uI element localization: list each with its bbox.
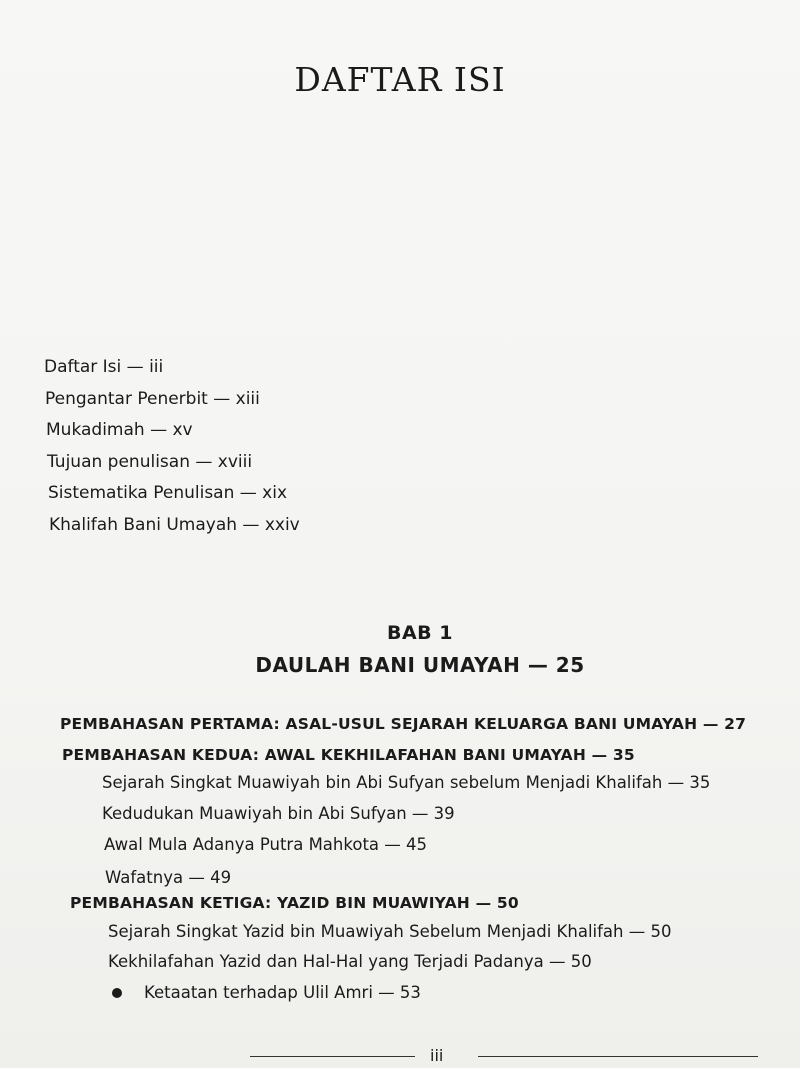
- chapter-title: DAULAH BANI UMAYAH — 25: [255, 653, 585, 677]
- section-heading: PEMBAHASAN PERTAMA: ASAL-USUL SEJARAH KELUARGA BANI UMAYAH — 27: [60, 715, 747, 733]
- toc-entry: Khalifah Bani Umayah — xxiv: [49, 514, 300, 535]
- subsection-entry: Kedudukan Muawiyah bin Abi Sufyan — 39: [102, 804, 455, 823]
- page-number: iii: [430, 1046, 444, 1065]
- chapter-number: BAB 1: [386, 622, 453, 644]
- subsection-entry: Wafatnya — 49: [105, 868, 232, 887]
- toc-entry: Pengantar Penerbit — xiii: [45, 388, 260, 409]
- bullet-entry-label: Ketaatan terhadap Ulil Amri — 53: [144, 983, 421, 1002]
- front-matter-list: [44, 352, 300, 541]
- bullet-icon: [112, 988, 122, 998]
- bullet-entry: [112, 983, 421, 1002]
- section-heading: PEMBAHASAN KETIGA: YAZID BIN MUAWIYAH — 50: [70, 894, 519, 912]
- toc-entry: Sistematika Penulisan — xix: [48, 483, 288, 503]
- page-title: DAFTAR ISI: [294, 60, 506, 99]
- footer-rule-right: [478, 1056, 758, 1057]
- toc-entry: Daftar Isi — iii: [44, 357, 164, 377]
- subsection-entry: Awal Mula Adanya Putra Mahkota — 45: [104, 835, 428, 854]
- footer-rule-left: [250, 1056, 415, 1057]
- subsection-entry: Kekhilafahan Yazid dan Hal-Hal yang Terjadi Padanya — 50: [108, 952, 592, 971]
- toc-entry: Tujuan penulisan — xviii: [47, 451, 253, 472]
- subsection-entry: Sejarah Singkat Yazid bin Muawiyah Sebelum Menjadi Khalifah — 50: [108, 922, 672, 941]
- section-heading: PEMBAHASAN KEDUA: AWAL KEKHILAFAHAN BANI UMAYAH — 35: [62, 746, 635, 764]
- subsection-entry: Sejarah Singkat Muawiyah bin Abi Sufyan sebelum Menjadi Khalifah — 35: [102, 773, 711, 792]
- toc-entry: Mukadimah — xv: [46, 420, 193, 440]
